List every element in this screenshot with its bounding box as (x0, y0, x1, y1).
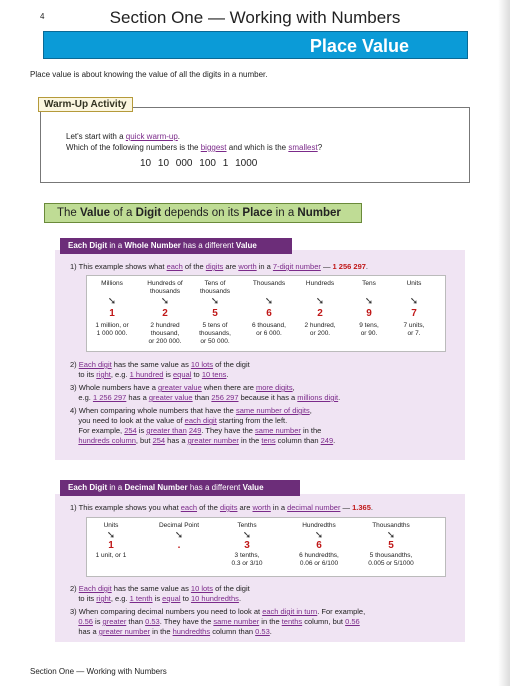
decimal-col-digit: 1 (108, 540, 114, 551)
intro-text: Place value is about knowing the value of all the digits in a number. (30, 70, 268, 79)
arrow-down-icon: ➘ (364, 296, 374, 307)
whole-col-digit: 9 (366, 308, 372, 319)
whole-col-value: 2 hundred thousand, or 200 000. (148, 322, 182, 345)
warmup-line-2: Which of the following numbers is the biggest and which is the smallest? (66, 143, 323, 152)
decimal-number-tab: Each Digit in a Decimal Number has a different Value (60, 480, 300, 496)
arrow-down-icon: ➘ (386, 530, 396, 541)
arrow-down-icon: ➘ (315, 296, 325, 307)
arrow-down-icon: ➘ (174, 530, 184, 541)
warmup-numbers: 10 10 000 100 1 1000 (140, 158, 258, 169)
whole-col-head: Millions (101, 280, 123, 287)
decimal-item-2: 2) Each digit has the same value as 10 lots of the digit to its right, e.g. 1 tenth is equal to 10 hundredths. (70, 584, 250, 603)
section-title: Section One — Working with Numbers (109, 8, 401, 27)
decimal-col-digit: 5 (388, 540, 394, 551)
whole-number-tab: Each Digit in a Whole Number has a different Value (60, 238, 292, 254)
arrow-down-icon: ➘ (160, 296, 170, 307)
whole-col-value: 5 tens of thousands, or 50 000. (199, 322, 231, 345)
decimal-col-value: 5 thousandths, 0.005 or 5/1000 (368, 552, 414, 567)
page-number: 4 (40, 12, 45, 21)
whole-item-1: 1) This example shows what each of the digits are worth in a 7-digit number — 1 256 297. (70, 262, 369, 271)
decimal-place-table (86, 517, 446, 577)
whole-col-value: 1 million, or 1 000 000. (95, 322, 129, 337)
arrow-down-icon: ➘ (409, 296, 419, 307)
banner-title: Place Value (309, 36, 409, 56)
whole-col-digit: 7 (411, 308, 417, 319)
whole-col-head: Hundreds of thousands (147, 280, 183, 295)
decimal-col-head: Hundredths (302, 522, 336, 529)
place-value-banner (43, 31, 468, 59)
warmup-line-1: Let's start with a quick warm-up. (66, 132, 181, 141)
whole-col-value: 6 thousand, or 6 000. (252, 322, 286, 337)
whole-col-digit: 6 (266, 308, 272, 319)
arrow-down-icon: ➘ (210, 296, 220, 307)
whole-col-value: 7 units, or 7. (403, 322, 425, 337)
decimal-col-head: Units (103, 522, 119, 529)
green-heading: The Value of a Digit depends on its Place in a Number (44, 203, 362, 223)
whole-col-head: Tens of thousands (200, 280, 230, 295)
whole-item-4: 4) When comparing whole numbers that have the same number of digits, you need to look at the value of each digit starting from the left. For example, 254 is greater than 249. They have the same number in the hundreds column, but 254 has a greater number in the tens column than 249. (70, 406, 336, 445)
page-footer: Section One — Working with Numbers (30, 667, 167, 676)
decimal-col-digit: . (177, 540, 181, 551)
whole-col-value: 2 hundred, or 200. (304, 322, 336, 337)
decimal-col-head: Decimal Point (158, 522, 200, 529)
decimal-col-value: 6 hundredths, 0.06 or 6/100 (299, 552, 339, 567)
arrow-down-icon: ➘ (107, 296, 117, 307)
whole-col-digit: 1 (109, 308, 115, 319)
whole-col-head: Units (406, 280, 422, 287)
whole-col-digit: 5 (212, 308, 218, 319)
whole-col-head: Thousands (252, 280, 286, 287)
decimal-col-head: Thousandths (372, 522, 410, 529)
warmup-title: Warm-Up Activity (38, 97, 133, 112)
arrow-down-icon: ➘ (314, 530, 324, 541)
page-edge-shadow (498, 0, 510, 686)
decimal-col-digit: 6 (316, 540, 322, 551)
arrow-down-icon: ➘ (106, 530, 116, 541)
decimal-item-3: 3) When comparing decimal numbers you need to look at each digit in turn. For example, 0.56 is greater than 0.53. They have the same number in the tenths column, but 0.56 has a greater number in the hundredths column than 0.53. (70, 607, 366, 636)
arrow-down-icon: ➘ (264, 296, 274, 307)
decimal-col-head: Tenths (237, 522, 257, 529)
whole-col-head: Tens (362, 280, 376, 287)
whole-col-head: Hundreds (305, 280, 335, 287)
decimal-col-value: 1 unit, or 1 (95, 552, 127, 559)
whole-col-digit: 2 (162, 308, 168, 319)
decimal-item-1: 1) This example shows you what each of the digits are worth in a decimal number — 1.365. (70, 503, 373, 512)
whole-col-digit: 2 (317, 308, 323, 319)
whole-col-value: 9 tens, or 90. (359, 322, 379, 337)
decimal-col-digit: 3 (244, 540, 250, 551)
whole-item-2: 2) Each digit has the same value as 10 lots of the digit to its right, e.g. 1 hundred is equal to 10 tens. (70, 360, 250, 379)
whole-place-table (86, 275, 446, 352)
whole-item-3: 3) Whole numbers have a greater value when there are more digits, e.g. 1 256 297 has a greater value than 256 297 because it has a millions digit. (70, 383, 341, 402)
arrow-down-icon: ➘ (242, 530, 252, 541)
decimal-col-value: 3 tenths, 0.3 or 3/10 (231, 552, 263, 567)
